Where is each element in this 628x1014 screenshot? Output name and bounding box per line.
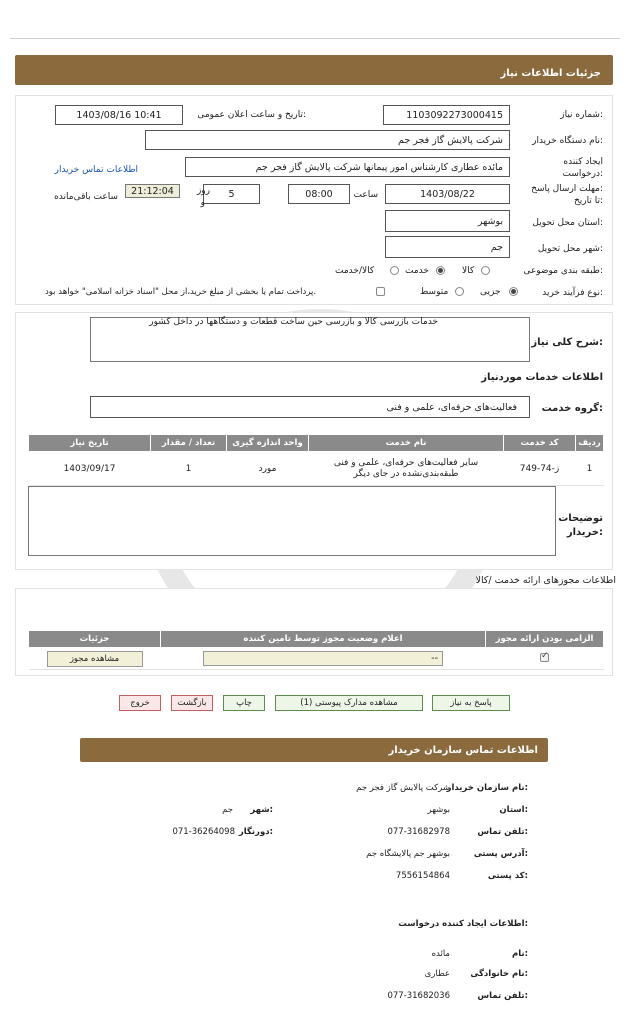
check-icon: ✓ xyxy=(541,650,549,661)
announce-field[interactable]: 1403/08/16 10:41 xyxy=(55,105,183,125)
treasury-payment-note: پرداخت تمام یا بخشی از مبلغ خرید،از محل "اسناد خزانه اسلامی" خواهد بود. xyxy=(45,287,317,297)
province-field[interactable]: بوشهر xyxy=(385,210,510,232)
services-table-header xyxy=(29,435,604,452)
summary-label: شرح کلی نیاز: xyxy=(531,337,603,348)
col-service-code: کد خدمت xyxy=(504,435,576,452)
summary-text: خدمات بازرسی کالا و بازرسی حین ساخت قطعات و دستگاهها در داخل کشور xyxy=(149,317,438,327)
service-group-label: گروه خدمت: xyxy=(541,403,603,414)
deadline-date-field[interactable]: 1403/08/22 xyxy=(385,184,510,204)
row-service-name-line1: سایر فعالیت‌های حرفه‌ای، علمی و فنی xyxy=(333,457,479,468)
process-medium-label: متوسط xyxy=(420,287,449,297)
deadline-time-label: ساعت xyxy=(353,190,378,200)
col-unit: واحد اندازه گیری xyxy=(227,435,309,452)
category-goods-radio[interactable] xyxy=(481,266,490,275)
remaining-time-label: ساعت باقی‌مانده xyxy=(54,192,118,202)
category-goods-service-label: کالا/خدمت xyxy=(335,266,375,276)
top-divider xyxy=(10,38,620,39)
creator-name-label: نام: xyxy=(511,949,528,959)
process-minor-radio[interactable] xyxy=(509,287,518,296)
row-quantity: 1 xyxy=(151,452,227,486)
permit-required-cell xyxy=(486,648,604,670)
days-label: روز xyxy=(196,186,210,196)
province-label: استان محل تحویل: xyxy=(532,218,603,228)
city-label: شهر محل تحویل: xyxy=(537,244,603,254)
treasury-payment-checkbox[interactable] xyxy=(376,287,385,296)
col-need-date: تاریخ نیاز xyxy=(29,435,151,452)
creator-label xyxy=(563,156,604,180)
deadline-label xyxy=(531,183,603,207)
need-number-label: شماره نیاز: xyxy=(560,110,603,120)
buyer-notes-label-line2: خریدار: xyxy=(566,527,603,538)
creator-phone-value: 077-31682036 xyxy=(387,991,450,1001)
remaining-time-field: 21:12:04 xyxy=(125,184,180,198)
process-label: نوع فرآیند خرید: xyxy=(542,288,603,298)
contact-fax-label: دورنگار: xyxy=(238,827,273,837)
reply-button[interactable]: پاسخ به نیاز xyxy=(432,695,510,711)
creator-label-line1: ایجاد کننده xyxy=(563,157,603,167)
row-service-name xyxy=(309,452,504,486)
back-button[interactable]: بازگشت xyxy=(171,695,213,711)
buyer-notes-field[interactable] xyxy=(28,486,556,556)
col-permit-details: جزئیات xyxy=(29,631,161,648)
contact-province-value: بوشهر xyxy=(427,805,450,815)
permits-table-header xyxy=(29,631,604,648)
exit-button[interactable]: خروج xyxy=(119,695,161,711)
process-medium-radio[interactable] xyxy=(455,287,464,296)
category-label: طبقه بندی موضوعی: xyxy=(523,266,603,276)
announce-label: تاریخ و ساعت اعلان عمومی: xyxy=(197,110,306,120)
row-service-code: ز-74-749 xyxy=(504,452,576,486)
city-field[interactable]: جم xyxy=(385,236,510,258)
contact-org-value: شرکت پالایش گاز فجر جم xyxy=(356,783,450,793)
permit-details-cell xyxy=(29,648,161,670)
permits-table xyxy=(28,630,604,670)
creator-phone-label: تلفن تماس: xyxy=(477,991,528,1001)
buyer-notes-label xyxy=(558,512,603,540)
row-need-date: 1403/09/17 xyxy=(29,452,151,486)
permit-status-field: -- xyxy=(203,651,443,666)
col-permit-required: الزامی بودن ارائه مجوز xyxy=(486,631,604,648)
contact-province-label: استان: xyxy=(499,805,528,815)
col-service-name: نام خدمت xyxy=(309,435,504,452)
category-service-radio[interactable] xyxy=(436,266,445,275)
col-permit-status: اعلام وضعیت مجوز توسط تامین کننده xyxy=(161,631,486,648)
deadline-label-line2: تا تاریخ: xyxy=(573,196,603,206)
category-service-label: خدمت xyxy=(405,266,429,276)
days-field[interactable]: 5 xyxy=(203,184,260,204)
row-service-name-line2: طبقه‌بندی‌نشده در جای دیگر xyxy=(353,468,459,479)
need-number-field[interactable]: 1103092273000415 xyxy=(383,105,510,125)
page-title: جزئیات اطلاعات نیاز xyxy=(15,55,613,85)
creator-field[interactable]: مائده عطاری کارشناس امور پیمانها شرکت پالایش گاز فجر جم xyxy=(185,157,510,177)
contact-org-label: نام سازمان خریدار: xyxy=(446,783,528,793)
deadline-time-field[interactable]: 08:00 xyxy=(288,184,350,204)
and-label: و xyxy=(200,198,205,208)
creator-family-label: نام خانوادگی: xyxy=(470,969,528,979)
contact-address-label: آدرس پستی: xyxy=(473,849,528,859)
contact-address-value: بوشهر جم پالایشگاه جم xyxy=(366,849,450,859)
col-row-index: ردیف xyxy=(576,435,604,452)
attachments-button[interactable]: مشاهده مدارک پیوستی (1) xyxy=(275,695,423,711)
creator-label-line2: درخواست: xyxy=(562,169,603,179)
service-group-field[interactable]: فعالیت‌های حرفه‌ای، علمی و فنی xyxy=(90,396,530,418)
permits-title: اطلاعات مجوزهای ارائه خدمت /کالا xyxy=(475,575,616,586)
col-quantity: تعداد / مقدار xyxy=(151,435,227,452)
contact-postal-value: 7556154864 xyxy=(395,871,450,881)
table-row[interactable] xyxy=(29,452,604,486)
view-permit-button[interactable]: مشاهده مجوز xyxy=(47,651,143,667)
contact-section-title: اطلاعات تماس سازمان خریدار xyxy=(80,738,548,762)
permit-required-checkbox xyxy=(540,650,549,662)
buyer-field[interactable]: شرکت پالایش گاز فجر جم xyxy=(145,130,510,150)
contact-postal-label: کد پستی: xyxy=(487,871,528,881)
permit-status-cell xyxy=(161,648,486,670)
contact-phone-label: تلفن تماس: xyxy=(477,827,528,837)
buyer-contact-link[interactable]: اطلاعات تماس خریدار xyxy=(54,165,138,175)
row-index: 1 xyxy=(576,452,604,486)
contact-city-value: جم xyxy=(222,805,233,815)
print-button[interactable]: چاپ xyxy=(223,695,265,711)
creator-info-title: اطلاعات ایجاد کننده درخواست: xyxy=(398,919,528,929)
creator-name-value: مائده xyxy=(431,949,450,959)
creator-family-value: عطاری xyxy=(424,969,450,979)
buyer-notes-label-line1: توضیحات xyxy=(558,513,603,524)
services-section-title: اطلاعات خدمات مورد‌نیاز xyxy=(481,372,603,383)
table-row xyxy=(29,648,604,670)
buyer-label: نام دستگاه خریدار: xyxy=(532,136,603,146)
contact-city-label: شهر: xyxy=(250,805,273,815)
contact-fax-value: 071-36264098 xyxy=(172,827,235,837)
deadline-label-line1: مهلت ارسال پاسخ: xyxy=(531,184,603,194)
category-goods-label: کالا xyxy=(462,266,475,276)
category-goods-service-radio[interactable] xyxy=(390,266,399,275)
row-unit: مورد xyxy=(227,452,309,486)
process-minor-label: جزیی xyxy=(480,287,501,297)
services-table xyxy=(28,434,604,486)
contact-phone-value: 077-31682978 xyxy=(387,827,450,837)
